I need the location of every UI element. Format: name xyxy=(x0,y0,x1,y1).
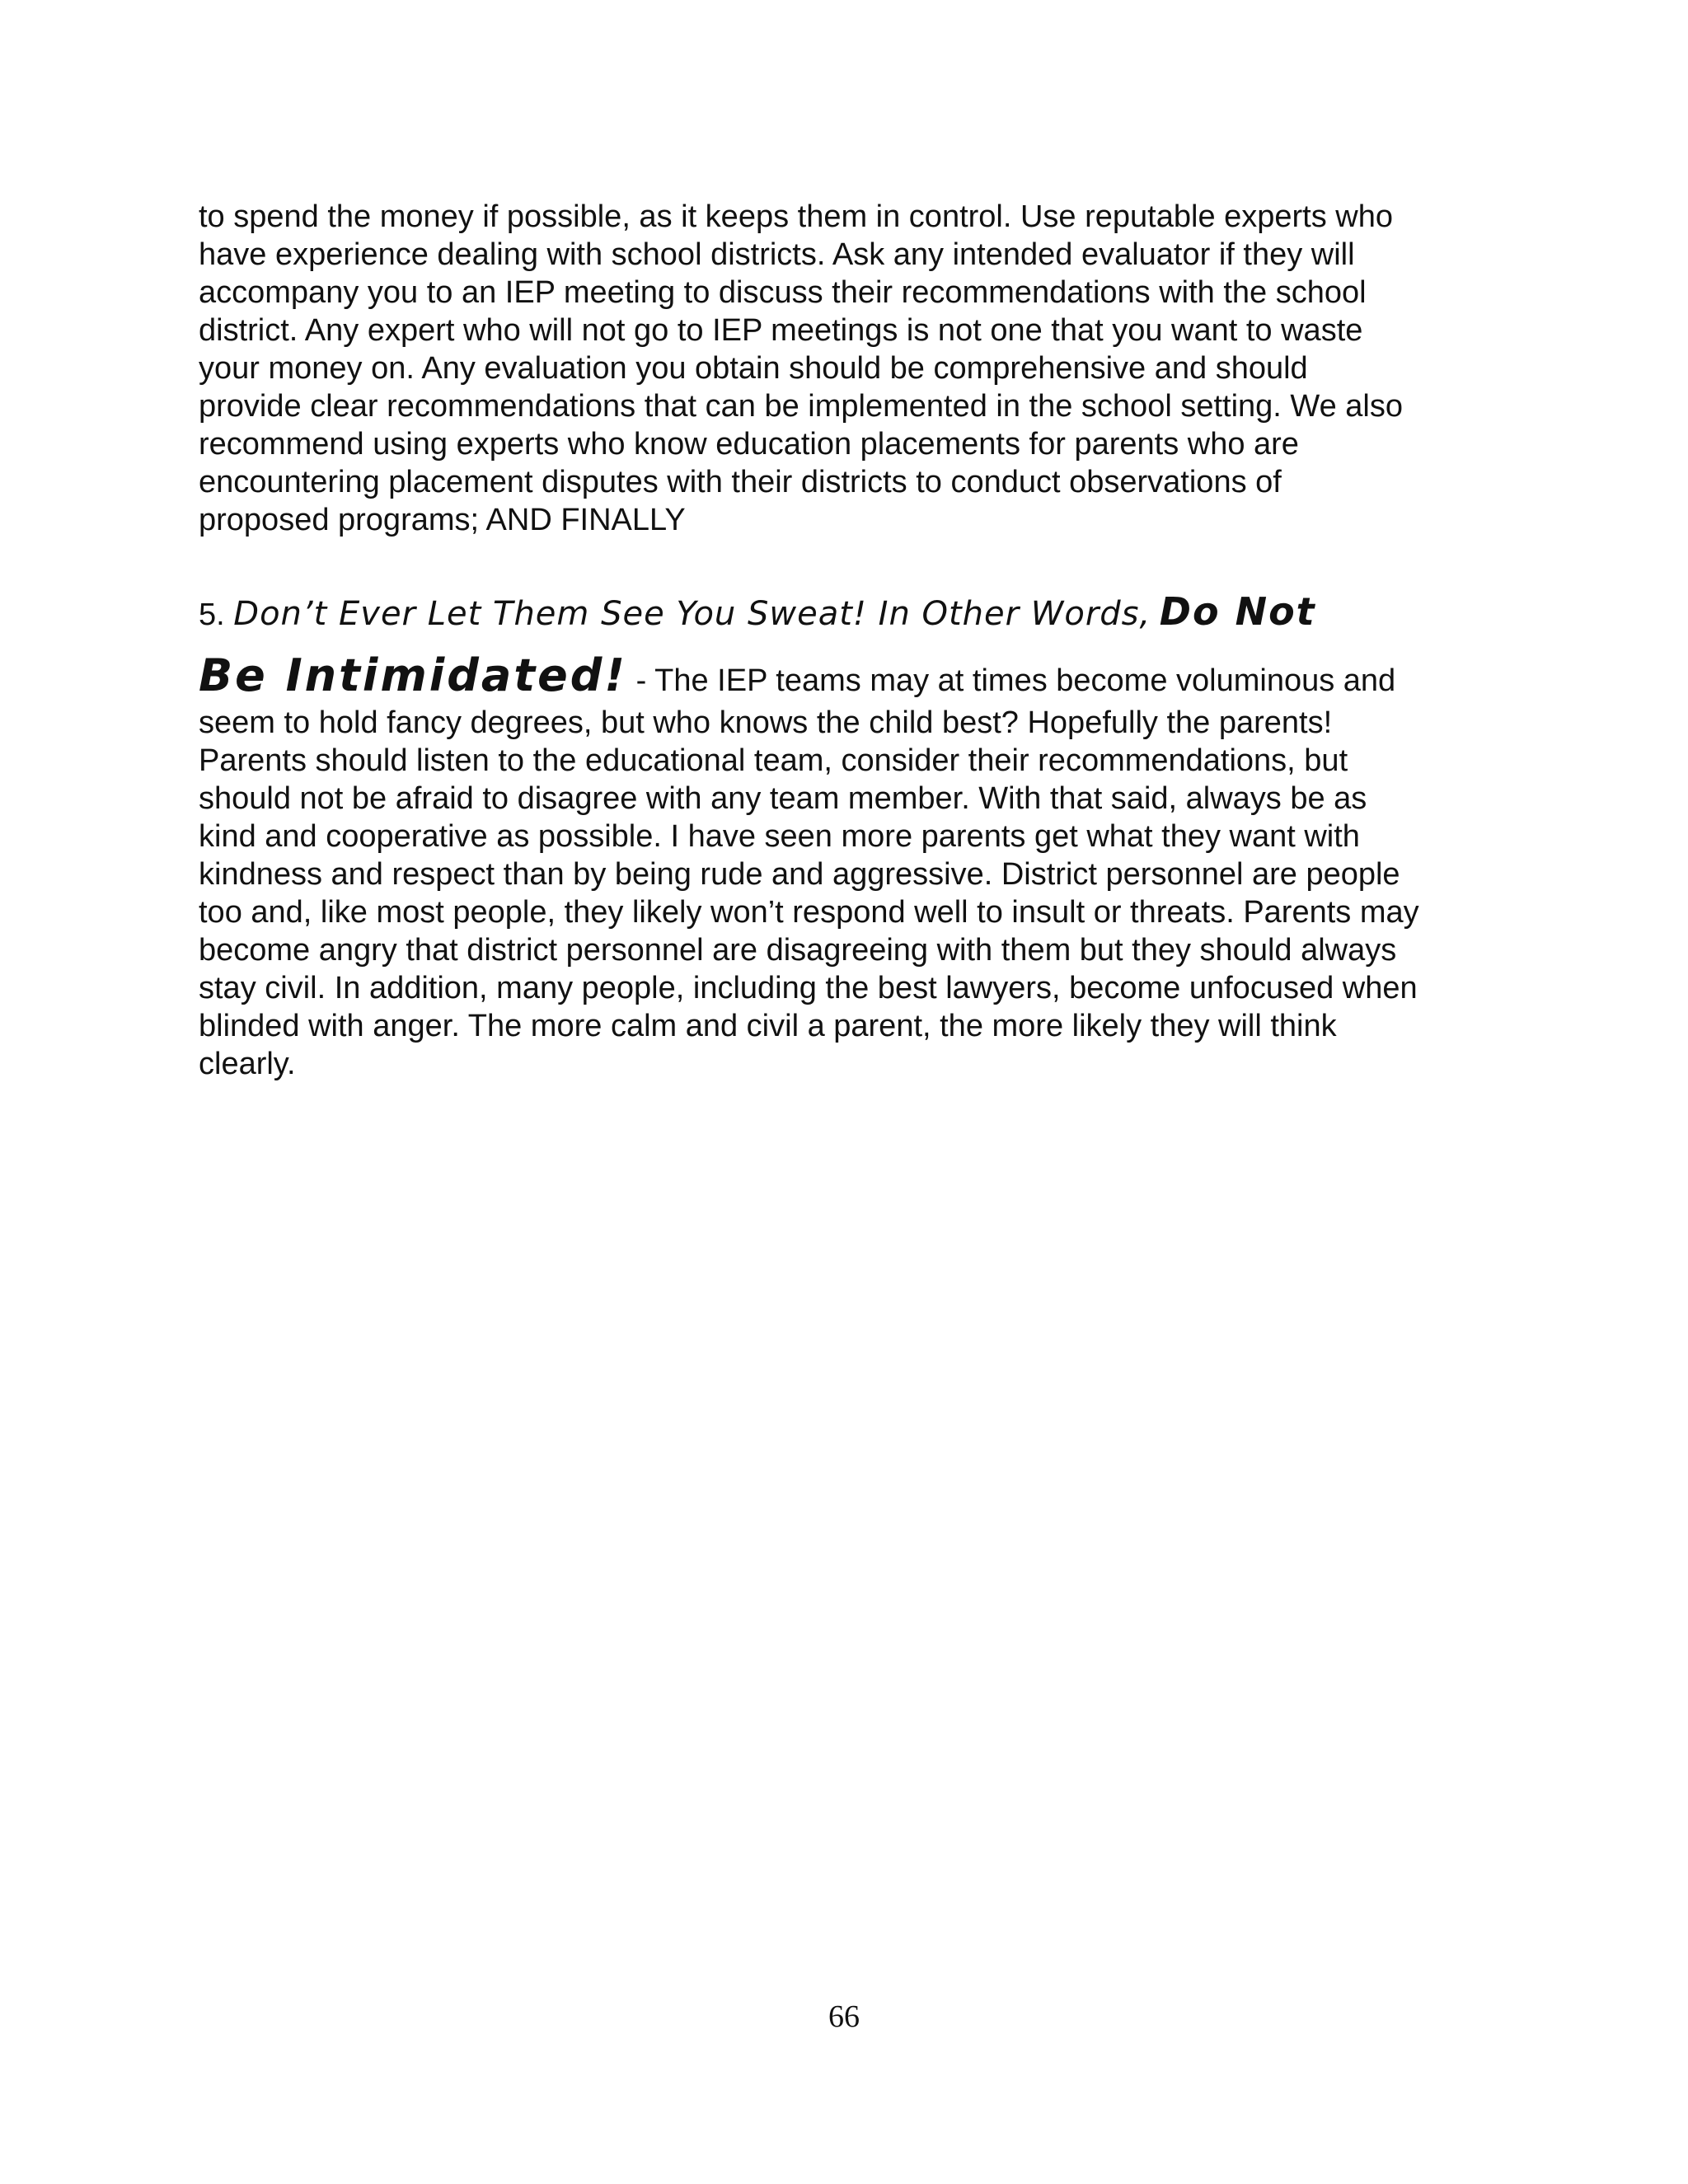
section-heading-part-3: Be Intimidated! xyxy=(199,649,628,701)
section-number: 5. xyxy=(199,598,225,632)
section-first-line-text: The IEP teams may at times become voluminous and xyxy=(654,663,1396,698)
section-heading-part-1: Don’t Ever Let Them See You Sweat! In Other Words, xyxy=(233,595,1151,633)
page-number: 66 xyxy=(828,1999,860,2034)
section-heading-part-2: Do Not xyxy=(1159,589,1316,634)
heading-separator: - xyxy=(635,663,647,698)
section-5-body: seem to hold fancy degrees, but who knows the child best? Hopefully the parents! Parents should listen to the educational team, consider their recommendations, but should not be afraid to disagree with any team member. With that said, always be as kind and cooperative as possible. I have seen more parents get what they want with kindness and respect than by being rude and aggressive. District personnel are people too and, like most people, they likely won’t respond well to insult or threats. Parents may become angry that district personnel are disagreeing with them but they should always stay civil. In addition, many people, including the best lawyers, become unfocused when blinded with anger. The more calm and civil a parent, the more likely they will think clearly. xyxy=(199,705,1419,1081)
page-content xyxy=(199,198,1501,1083)
section-5-heading-line-2 xyxy=(199,649,1501,704)
intro-paragraph: to spend the money if possible, as it keeps them in control. Use reputable experts who have experience dealing with school districts. Ask any intended evaluator if they will accompany you to an IEP meeting to discuss their recommendations with the school district. Any expert who will not go to IEP meetings is not one that you want to waste your money on. Any evaluation you obtain should be comprehensive and should provide clear recommendations that can be implemented in the school setting. We also recommend using experts who know education placements for parents who are encountering placement disputes with their districts to conduct observations of proposed programs; AND FINALLY xyxy=(199,199,1403,537)
section-5 xyxy=(199,588,1501,1083)
section-5-heading-line-1 xyxy=(199,588,1501,638)
